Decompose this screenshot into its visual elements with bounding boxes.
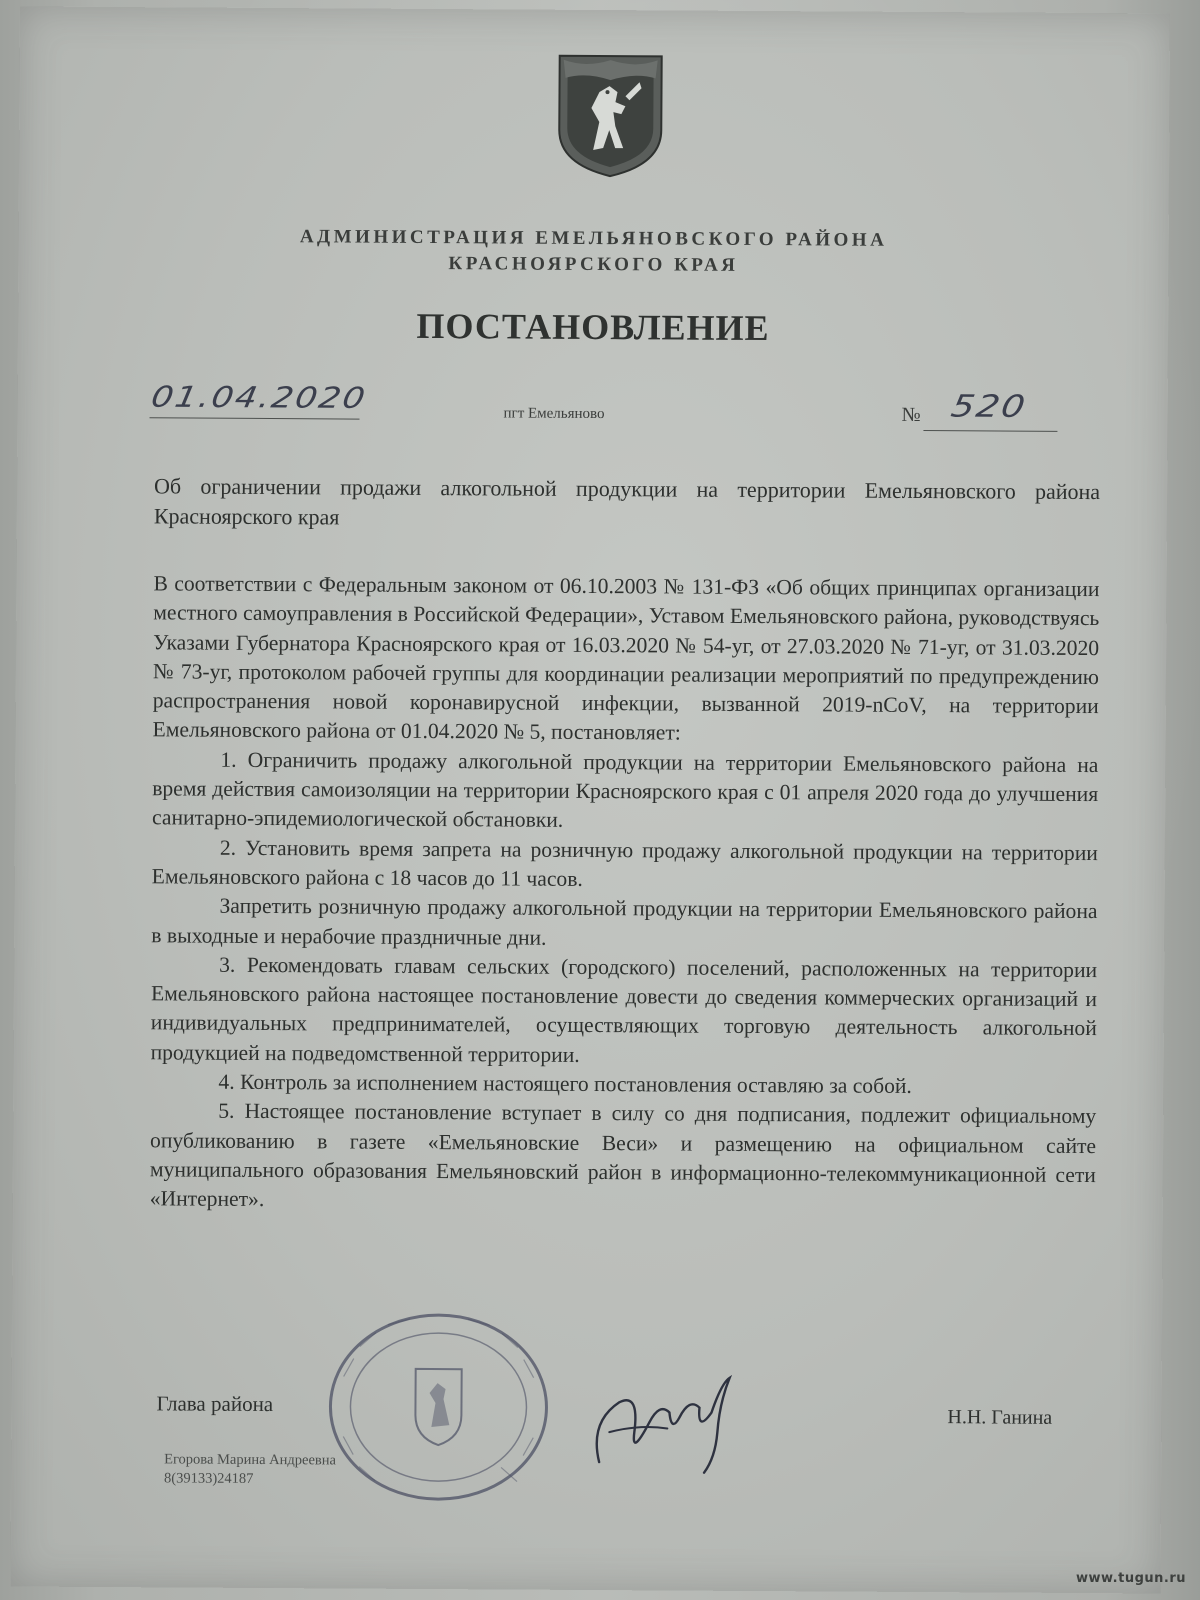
official-stamp-icon [323, 1306, 554, 1507]
document-page [10, 6, 1170, 1593]
clause-1: 1. Ограничить продажу алкогольной продукции на территории Емельяновского района на время действия самоизоляции на территории Красноярского края с 01 апреля 2020 года до улучшения санитарно-эпидемиологической обстановки. [151, 747, 1099, 833]
clause-4: 4. Контроль за исполнением настоящего постановления оставляю за собой. [218, 1069, 912, 1099]
executor-name: Егорова Марина Андреевна [164, 1451, 337, 1469]
doc-subject: Об ограничении продажи алкогольной продукции на территории Емельяновского района Красноярского края [153, 473, 1101, 530]
clause-5: 5. Настоящее постановление вступает в силу со дня подписания, подлежит официальному опубликованию в газете «Емельяновские Веси» и размещению на официальном сайте муниципального образования Емельяновский район в информационно-телекоммуникационной сети «Интернет». [149, 1099, 1097, 1212]
date-underline [149, 417, 359, 419]
number-underline [923, 430, 1057, 432]
clause-2-extra: Запретить розничную продажу алкогольной продукции на территории Емельяновского района в выходные и нерабочие праздничные дни. [151, 893, 1098, 950]
signature-name: Н.Н. Ганина [947, 1406, 1053, 1429]
preamble-paragraph: В соответствии с Федеральным законом от 06.10.2003 № 131-ФЗ «Об общих принципах организации местного самоуправления в Российской Федерации», Уставом Емельяновского района, руководствуясь Указами Губернатора Красноярского края от 16.03.2020 № 54-уг, от 27.03.2020 № 71-уг, от 31.03.2020 № 73-уг, протоколом рабочей группы для координации реализации мероприятий по предупреждению распространения новой коронавирусной инфекции, вызванной 2019-nCoV, на территории Емельяновского района от 01.04.2020 № 5, постановляет: [152, 571, 1100, 746]
signature-title: Глава района [156, 1391, 274, 1417]
doc-type-heading: ПОСТАНОВЛЕНИЕ [416, 305, 770, 349]
admin-title-line1: АДМИНИСТРАЦИЯ ЕМЕЛЬЯНОВСКОГО РАЙОНА [299, 226, 888, 251]
doc-date: 01.04.2020 [148, 380, 370, 416]
doc-body [150, 569, 1100, 1219]
number-sign: № [901, 403, 921, 426]
clause-2: 2. Установить время запрета на розничную продажу алкогольной продукции на территории Емельяновского района с 18 часов до 11 часов. [151, 835, 1098, 891]
doc-place: пгт Емельяново [503, 405, 605, 423]
clause-3: 3. Рекомендовать главам сельских (городского) поселений, расположенных на территории Емельяновского района настоящее постановление довести до сведения коммерческих организаций и индивидуальных предпринимателей, осуществляющих торговую деятельность алкогольной продукцией на подведомственной территории. [150, 952, 1098, 1067]
executor-phone: 8(39133)24187 [163, 1470, 254, 1487]
admin-title-line2: КРАСНОЯРСКОГО КРАЯ [448, 253, 739, 276]
doc-number: 520 [948, 389, 1030, 425]
handwritten-signature-icon [579, 1362, 750, 1483]
coat-of-arms-icon [555, 52, 666, 181]
site-watermark: www.tugun.ru [1075, 1571, 1186, 1586]
